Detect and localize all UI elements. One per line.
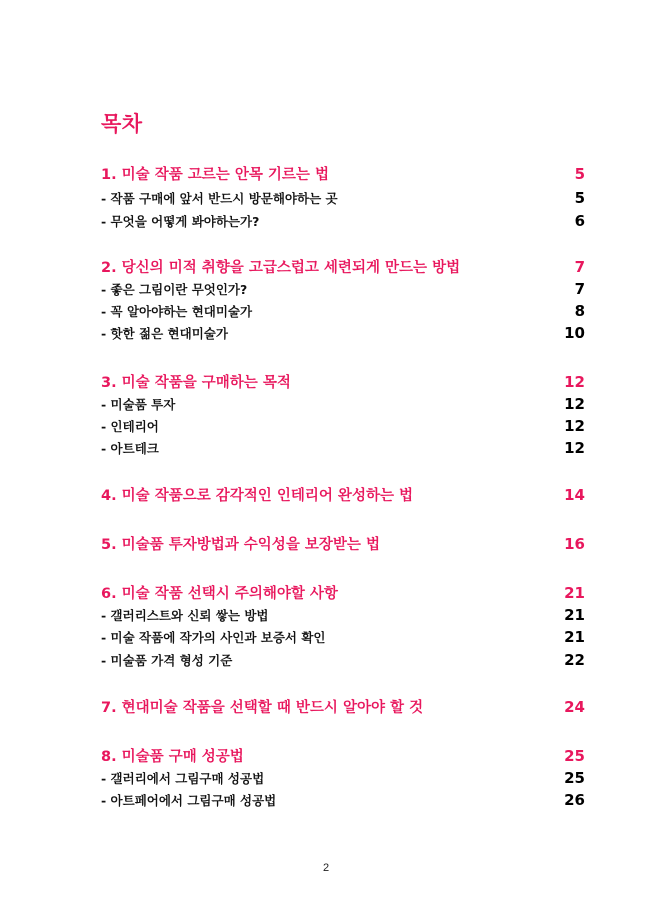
toc-section-label: 8. 미술품 구매 성공법 [101,749,244,765]
toc-item[interactable] [101,417,585,435]
toc-item-page: 12 [564,395,585,413]
toc-item-label: - 꼭 알아야하는 현대미술가 [101,304,253,319]
page-number: 2 [322,862,330,874]
toc-section-page: 24 [564,698,585,716]
toc-section-label: 7. 현대미술 작품을 선택할 때 반드시 알아야 할 것 [101,700,424,716]
toc-item[interactable] [101,189,585,207]
toc-item-page: 21 [564,628,585,646]
toc-item-label: - 인테리어 [101,419,159,434]
toc-section[interactable] [101,533,585,554]
toc-item-label: - 아트테크 [101,441,159,456]
toc-section-page: 12 [564,373,585,391]
toc-section-label: 6. 미술 작품 선택시 주의해야할 사항 [101,586,338,602]
toc-item-page: 26 [564,791,585,809]
toc-section-page: 21 [564,584,585,602]
toc-item-page: 22 [564,651,585,669]
toc-item[interactable] [101,769,585,787]
toc-item[interactable] [101,651,585,669]
toc-item[interactable] [101,302,585,320]
toc-item-page: 10 [564,324,585,342]
toc-item-page: 12 [564,439,585,457]
toc-item[interactable] [101,606,585,624]
page-title: 목차 [101,112,143,136]
toc-item-page: 8 [574,302,585,320]
toc-section[interactable] [101,163,585,184]
toc-item-label: - 작품 구매에 앞서 반드시 방문해야하는 곳 [101,191,338,206]
toc-item-label: - 핫한 젊은 현대미술가 [101,326,228,341]
toc-item-label: - 아트페어에서 그림구매 성공법 [101,793,277,808]
toc-item[interactable] [101,791,585,809]
toc-section-page: 7 [574,258,585,276]
toc-item-label: - 미술품 투자 [101,397,176,412]
toc-section[interactable] [101,582,585,603]
toc-section-label: 5. 미술품 투자방법과 수익성을 보장받는 법 [101,537,380,553]
toc-item-label: - 갤러리에서 그림구매 성공법 [101,771,265,786]
toc-item[interactable] [101,439,585,457]
toc-item[interactable] [101,395,585,413]
toc-item-label: - 미술 작품에 작가의 사인과 보증서 확인 [101,630,326,645]
toc-item-page: 12 [564,417,585,435]
toc-item-label: - 좋은 그림이란 무엇인가? [101,282,248,297]
toc-section[interactable] [101,371,585,392]
toc-section-page: 5 [574,165,585,183]
toc-section-label: 2. 당신의 미적 취향을 고급스럽고 세련되게 만드는 방법 [101,260,461,276]
toc-item-page: 6 [574,212,585,230]
toc-item[interactable] [101,212,585,230]
toc-item[interactable] [101,280,585,298]
toc-section[interactable] [101,696,585,717]
toc-section-page: 14 [564,486,585,504]
toc-section-page: 16 [564,535,585,553]
toc-item-page: 21 [564,606,585,624]
toc-section[interactable] [101,484,585,505]
toc-item[interactable] [101,628,585,646]
toc-section-label: 1. 미술 작품 고르는 안목 기르는 법 [101,167,329,183]
toc-section[interactable] [101,745,585,766]
toc-item-page: 7 [574,280,585,298]
toc-item-label: - 무엇을 어떻게 봐야하는가? [101,214,260,229]
toc-section-page: 25 [564,747,585,765]
toc-section-label: 4. 미술 작품으로 감각적인 인테리어 완성하는 법 [101,488,414,504]
toc-item-label: - 미술품 가격 형성 기준 [101,653,233,668]
toc-section-label: 3. 미술 작품을 구매하는 목적 [101,375,291,391]
toc-item-page: 5 [574,189,585,207]
toc-section[interactable] [101,256,585,277]
toc-item[interactable] [101,324,585,342]
toc-item-label: - 갤러리스트와 신뢰 쌓는 방법 [101,608,269,623]
toc-item-page: 25 [564,769,585,787]
